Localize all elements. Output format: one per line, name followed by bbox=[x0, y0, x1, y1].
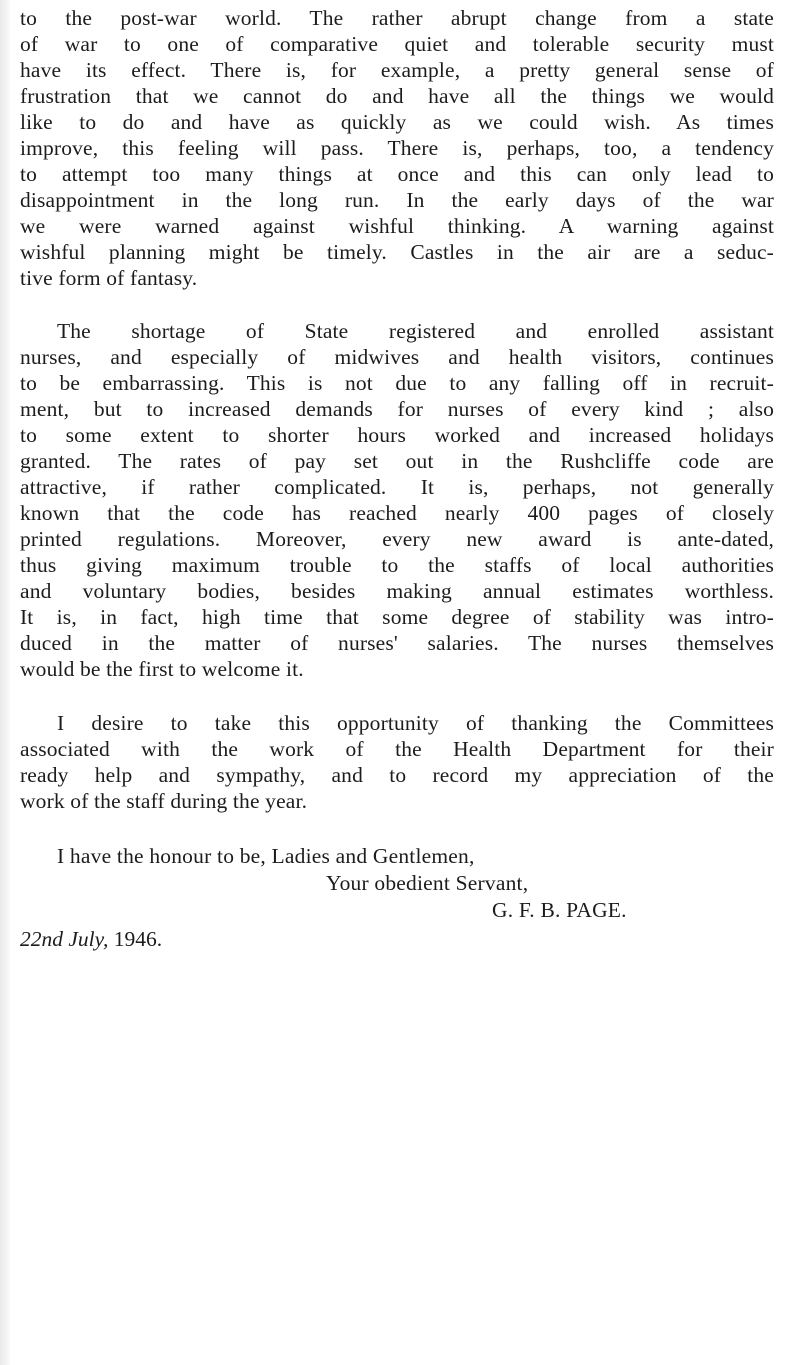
date-day: 22nd July, bbox=[20, 927, 109, 951]
text-line: tive form of fantasy. bbox=[20, 266, 198, 290]
text-line: we were warned against wishful thinking. A warning against bbox=[20, 214, 774, 238]
text-line: known that the code has reached nearly 400 pages of closely bbox=[20, 501, 774, 525]
text-line: improve, this feeling will pass. There is, perhaps, too, a tendency bbox=[20, 136, 774, 160]
text-line: to be embarrassing. This is not due to any falling off in recruit- bbox=[20, 371, 774, 395]
text-line: to some extent to shorter hours worked and increased holidays bbox=[20, 423, 774, 447]
text-line: of war to one of comparative quiet and tolerable security must bbox=[20, 32, 774, 56]
text-line: printed regulations. Moreover, every new award is ante-dated, bbox=[20, 527, 774, 551]
text-line: associated with the work of the Health Department for their bbox=[20, 737, 774, 761]
text-line: to attempt too many things at once and this can only lead to bbox=[20, 162, 774, 186]
date-year: 1946. bbox=[113, 927, 163, 951]
text-line: attractive, if rather complicated. It is, perhaps, not generally bbox=[20, 475, 774, 499]
text-line: have its effect. There is, for example, a pretty general sense of bbox=[20, 58, 774, 82]
text-line: wishful planning might be timely. Castles in the air are a seduc- bbox=[20, 240, 774, 264]
text-line: The shortage of State registered and enrolled assistant bbox=[57, 319, 774, 343]
valediction: Your obedient Servant, bbox=[326, 871, 529, 895]
text-line: and voluntary bodies, besides making annual estimates worthless. bbox=[20, 579, 774, 603]
text-line: It is, in fact, high time that some degree of stability was intro- bbox=[20, 605, 774, 629]
text-line: I desire to take this opportunity of thanking the Committees bbox=[57, 711, 774, 735]
text-line: ment, but to increased demands for nurses of every kind ; also bbox=[20, 397, 774, 421]
text-line: frustration that we cannot do and have all the things we would bbox=[20, 84, 774, 108]
text-line: to the post-war world. The rather abrupt change from a state bbox=[20, 6, 774, 30]
text-line: would be the first to welcome it. bbox=[20, 657, 304, 681]
text-line: work of the staff during the year. bbox=[20, 789, 308, 813]
letter-date bbox=[20, 926, 162, 952]
text-line: thus giving maximum trouble to the staffs of local authorities bbox=[20, 553, 774, 577]
text-line: duced in the matter of nurses' salaries. The nurses themselves bbox=[20, 631, 774, 655]
salutation: I have the honour to be, Ladies and Gentlemen, bbox=[57, 844, 475, 868]
text-line: disappointment in the long run. In the early days of the war bbox=[20, 188, 774, 212]
text-line: granted. The rates of pay set out in the Rushcliffe code are bbox=[20, 449, 774, 473]
text-line: like to do and have as quickly as we could wish. As times bbox=[20, 110, 774, 134]
text-line: ready help and sympathy, and to record my appreciation of the bbox=[20, 763, 774, 787]
text-line: nurses, and especially of midwives and health visitors, continues bbox=[20, 345, 774, 369]
signature: G. F. B. PAGE. bbox=[492, 898, 627, 922]
